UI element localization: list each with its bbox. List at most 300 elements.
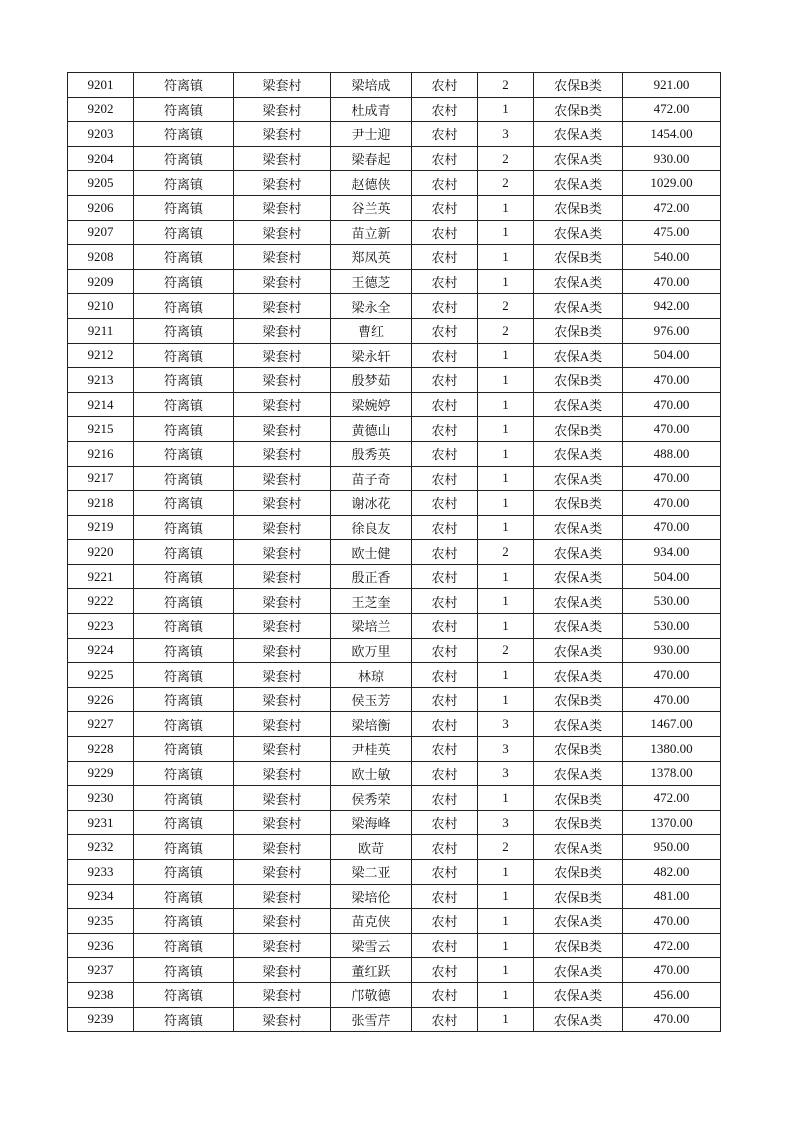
amount-cell: 470.00 [623,368,721,393]
table-row [68,220,721,245]
name-cell: 董红跃 [331,958,412,983]
family-size-cell: 3 [478,810,534,835]
name-cell: 梁永轩 [331,343,412,368]
town-cell: 符离镇 [134,810,234,835]
table-row [68,663,721,688]
town-cell: 符离镇 [134,491,234,516]
row-number-cell: 9214 [68,392,134,417]
row-number-cell: 9210 [68,294,134,319]
household-type-cell: 农村 [412,417,478,442]
town-cell: 符离镇 [134,392,234,417]
name-cell: 尹桂英 [331,737,412,762]
insurance-category-cell: 农保B类 [534,786,623,811]
name-cell: 梁培伦 [331,884,412,909]
amount-cell: 470.00 [623,958,721,983]
row-number-cell: 9230 [68,786,134,811]
town-cell: 符离镇 [134,368,234,393]
name-cell: 梁婉婷 [331,392,412,417]
amount-cell: 1467.00 [623,712,721,737]
village-cell: 梁套村 [234,269,331,294]
table-row [68,540,721,565]
village-cell: 梁套村 [234,687,331,712]
household-type-cell: 农村 [412,761,478,786]
row-number-cell: 9221 [68,564,134,589]
family-size-cell: 1 [478,195,534,220]
amount-cell: 1454.00 [623,122,721,147]
insurance-category-cell: 农保A类 [534,171,623,196]
family-size-cell: 1 [478,909,534,934]
town-cell: 符离镇 [134,343,234,368]
town-cell: 符离镇 [134,171,234,196]
family-size-cell: 2 [478,171,534,196]
town-cell: 符离镇 [134,737,234,762]
table-row [68,564,721,589]
household-type-cell: 农村 [412,318,478,343]
amount-cell: 472.00 [623,786,721,811]
household-type-cell: 农村 [412,515,478,540]
name-cell: 欧士健 [331,540,412,565]
amount-cell: 1378.00 [623,761,721,786]
village-cell: 梁套村 [234,245,331,270]
table-row [68,245,721,270]
household-type-cell: 农村 [412,220,478,245]
household-type-cell: 农村 [412,982,478,1007]
name-cell: 杜成青 [331,97,412,122]
row-number-cell: 9211 [68,318,134,343]
table-row [68,392,721,417]
amount-cell: 950.00 [623,835,721,860]
amount-cell: 1370.00 [623,810,721,835]
amount-cell: 470.00 [623,417,721,442]
household-type-cell: 农村 [412,835,478,860]
village-cell: 梁套村 [234,835,331,860]
village-cell: 梁套村 [234,294,331,319]
household-type-cell: 农村 [412,294,478,319]
name-cell: 欧士敏 [331,761,412,786]
insurance-category-cell: 农保A类 [534,220,623,245]
village-cell: 梁套村 [234,441,331,466]
town-cell: 符离镇 [134,146,234,171]
insurance-category-cell: 农保A类 [534,269,623,294]
amount-cell: 488.00 [623,441,721,466]
town-cell: 符离镇 [134,564,234,589]
village-cell: 梁套村 [234,1007,331,1032]
insurance-category-cell: 农保A类 [534,909,623,934]
town-cell: 符离镇 [134,318,234,343]
household-type-cell: 农村 [412,909,478,934]
insurance-category-cell: 农保B类 [534,97,623,122]
amount-cell: 930.00 [623,146,721,171]
table-row [68,195,721,220]
row-number-cell: 9218 [68,491,134,516]
village-cell: 梁套村 [234,97,331,122]
row-number-cell: 9217 [68,466,134,491]
village-cell: 梁套村 [234,909,331,934]
insurance-category-cell: 农保B类 [534,687,623,712]
family-size-cell: 1 [478,441,534,466]
amount-cell: 1380.00 [623,737,721,762]
town-cell: 符离镇 [134,589,234,614]
amount-cell: 456.00 [623,982,721,1007]
household-type-cell: 农村 [412,958,478,983]
village-cell: 梁套村 [234,368,331,393]
family-size-cell: 1 [478,417,534,442]
town-cell: 符离镇 [134,663,234,688]
family-size-cell: 2 [478,146,534,171]
name-cell: 梁春起 [331,146,412,171]
village-cell: 梁套村 [234,417,331,442]
table-row [68,835,721,860]
amount-cell: 470.00 [623,687,721,712]
insurance-category-cell: 农保B类 [534,884,623,909]
row-number-cell: 9234 [68,884,134,909]
row-number-cell: 9204 [68,146,134,171]
household-type-cell: 农村 [412,540,478,565]
row-number-cell: 9222 [68,589,134,614]
table-row [68,933,721,958]
row-number-cell: 9212 [68,343,134,368]
table-row [68,171,721,196]
table-row [68,491,721,516]
household-type-cell: 农村 [412,810,478,835]
insurance-category-cell: 农保B类 [534,417,623,442]
name-cell: 谢冰花 [331,491,412,516]
village-cell: 梁套村 [234,614,331,639]
amount-cell: 470.00 [623,491,721,516]
household-type-cell: 农村 [412,687,478,712]
village-cell: 梁套村 [234,860,331,885]
table-row [68,982,721,1007]
row-number-cell: 9215 [68,417,134,442]
amount-cell: 530.00 [623,589,721,614]
row-number-cell: 9235 [68,909,134,934]
insurance-category-cell: 农保A类 [534,712,623,737]
household-type-cell: 农村 [412,368,478,393]
village-cell: 梁套村 [234,171,331,196]
insurance-category-cell: 农保A类 [534,466,623,491]
name-cell: 梁二亚 [331,860,412,885]
insurance-category-cell: 农保A类 [534,761,623,786]
amount-cell: 470.00 [623,515,721,540]
household-type-cell: 农村 [412,269,478,294]
amount-cell: 540.00 [623,245,721,270]
table-row [68,712,721,737]
family-size-cell: 1 [478,220,534,245]
household-type-cell: 农村 [412,195,478,220]
family-size-cell: 1 [478,614,534,639]
town-cell: 符离镇 [134,835,234,860]
family-size-cell: 2 [478,638,534,663]
table-row [68,417,721,442]
village-cell: 梁套村 [234,737,331,762]
insurance-category-cell: 农保A类 [534,441,623,466]
family-size-cell: 1 [478,860,534,885]
town-cell: 符离镇 [134,982,234,1007]
amount-cell: 921.00 [623,73,721,98]
amount-cell: 976.00 [623,318,721,343]
village-cell: 梁套村 [234,663,331,688]
town-cell: 符离镇 [134,687,234,712]
family-size-cell: 1 [478,786,534,811]
insurance-category-cell: 农保A类 [534,146,623,171]
name-cell: 苗立新 [331,220,412,245]
table-row [68,614,721,639]
table-row [68,146,721,171]
family-size-cell: 1 [478,97,534,122]
row-number-cell: 9203 [68,122,134,147]
village-cell: 梁套村 [234,958,331,983]
name-cell: 王芝奎 [331,589,412,614]
insurance-category-cell: 农保B类 [534,245,623,270]
town-cell: 符离镇 [134,638,234,663]
household-type-cell: 农村 [412,638,478,663]
town-cell: 符离镇 [134,712,234,737]
village-cell: 梁套村 [234,491,331,516]
household-type-cell: 农村 [412,466,478,491]
amount-cell: 481.00 [623,884,721,909]
amount-cell: 470.00 [623,392,721,417]
family-size-cell: 1 [478,564,534,589]
table-row [68,589,721,614]
insurance-category-cell: 农保B类 [534,737,623,762]
amount-cell: 942.00 [623,294,721,319]
household-type-cell: 农村 [412,884,478,909]
village-cell: 梁套村 [234,392,331,417]
row-number-cell: 9209 [68,269,134,294]
family-size-cell: 1 [478,245,534,270]
village-cell: 梁套村 [234,515,331,540]
household-type-cell: 农村 [412,73,478,98]
name-cell: 梁培成 [331,73,412,98]
family-size-cell: 1 [478,466,534,491]
insurance-category-cell: 农保A类 [534,540,623,565]
row-number-cell: 9224 [68,638,134,663]
name-cell: 梁永全 [331,294,412,319]
village-cell: 梁套村 [234,466,331,491]
row-number-cell: 9236 [68,933,134,958]
family-size-cell: 1 [478,269,534,294]
village-cell: 梁套村 [234,884,331,909]
household-type-cell: 农村 [412,564,478,589]
name-cell: 梁培兰 [331,614,412,639]
name-cell: 梁培衡 [331,712,412,737]
table-row [68,761,721,786]
name-cell: 张雪芹 [331,1007,412,1032]
town-cell: 符离镇 [134,933,234,958]
household-type-cell: 农村 [412,171,478,196]
village-cell: 梁套村 [234,982,331,1007]
amount-cell: 930.00 [623,638,721,663]
name-cell: 赵德侠 [331,171,412,196]
amount-cell: 472.00 [623,195,721,220]
household-type-cell: 农村 [412,392,478,417]
name-cell: 徐良友 [331,515,412,540]
table-row [68,860,721,885]
insurance-category-cell: 农保B类 [534,73,623,98]
name-cell: 尹士迎 [331,122,412,147]
row-number-cell: 9226 [68,687,134,712]
name-cell: 邝敬德 [331,982,412,1007]
town-cell: 符离镇 [134,441,234,466]
household-type-cell: 农村 [412,146,478,171]
table-row [68,909,721,934]
amount-cell: 470.00 [623,663,721,688]
amount-cell: 472.00 [623,933,721,958]
town-cell: 符离镇 [134,269,234,294]
family-size-cell: 2 [478,294,534,319]
name-cell: 欧苛 [331,835,412,860]
household-type-cell: 农村 [412,712,478,737]
name-cell: 侯秀荣 [331,786,412,811]
table-row [68,1007,721,1032]
household-type-cell: 农村 [412,786,478,811]
row-number-cell: 9223 [68,614,134,639]
name-cell: 谷兰英 [331,195,412,220]
row-number-cell: 9229 [68,761,134,786]
name-cell: 殷梦茹 [331,368,412,393]
amount-cell: 504.00 [623,564,721,589]
insurance-category-cell: 农保A类 [534,835,623,860]
row-number-cell: 9239 [68,1007,134,1032]
name-cell: 苗克侠 [331,909,412,934]
insurance-category-cell: 农保B类 [534,318,623,343]
town-cell: 符离镇 [134,909,234,934]
amount-cell: 470.00 [623,909,721,934]
table-row [68,97,721,122]
village-cell: 梁套村 [234,933,331,958]
amount-cell: 482.00 [623,860,721,885]
row-number-cell: 9205 [68,171,134,196]
family-size-cell: 1 [478,884,534,909]
name-cell: 苗子奇 [331,466,412,491]
row-number-cell: 9233 [68,860,134,885]
family-size-cell: 1 [478,589,534,614]
row-number-cell: 9201 [68,73,134,98]
town-cell: 符离镇 [134,73,234,98]
village-cell: 梁套村 [234,786,331,811]
insurance-category-cell: 农保A类 [534,982,623,1007]
village-cell: 梁套村 [234,146,331,171]
name-cell: 王德芝 [331,269,412,294]
insurance-category-cell: 农保A类 [534,1007,623,1032]
household-type-cell: 农村 [412,614,478,639]
insurance-category-cell: 农保A类 [534,958,623,983]
row-number-cell: 9220 [68,540,134,565]
family-size-cell: 3 [478,712,534,737]
name-cell: 侯玉芳 [331,687,412,712]
village-cell: 梁套村 [234,220,331,245]
amount-cell: 470.00 [623,269,721,294]
family-size-cell: 2 [478,835,534,860]
benefit-roster-table [67,72,721,1032]
village-cell: 梁套村 [234,589,331,614]
table-row [68,638,721,663]
household-type-cell: 农村 [412,737,478,762]
town-cell: 符离镇 [134,97,234,122]
family-size-cell: 3 [478,122,534,147]
village-cell: 梁套村 [234,810,331,835]
town-cell: 符离镇 [134,884,234,909]
village-cell: 梁套村 [234,761,331,786]
household-type-cell: 农村 [412,860,478,885]
family-size-cell: 2 [478,318,534,343]
table-row [68,441,721,466]
table-row [68,737,721,762]
town-cell: 符离镇 [134,195,234,220]
row-number-cell: 9225 [68,663,134,688]
insurance-category-cell: 农保B类 [534,860,623,885]
table-row [68,343,721,368]
village-cell: 梁套村 [234,195,331,220]
village-cell: 梁套村 [234,638,331,663]
household-type-cell: 农村 [412,1007,478,1032]
town-cell: 符离镇 [134,614,234,639]
name-cell: 黄德山 [331,417,412,442]
row-number-cell: 9206 [68,195,134,220]
insurance-category-cell: 农保A类 [534,589,623,614]
table-row [68,884,721,909]
town-cell: 符离镇 [134,540,234,565]
family-size-cell: 1 [478,515,534,540]
table-row [68,122,721,147]
town-cell: 符离镇 [134,1007,234,1032]
household-type-cell: 农村 [412,589,478,614]
amount-cell: 1029.00 [623,171,721,196]
insurance-category-cell: 农保B类 [534,195,623,220]
family-size-cell: 2 [478,73,534,98]
table-row [68,958,721,983]
name-cell: 殷正香 [331,564,412,589]
row-number-cell: 9232 [68,835,134,860]
table-body [68,73,721,1032]
family-size-cell: 3 [478,737,534,762]
insurance-category-cell: 农保B类 [534,491,623,516]
family-size-cell: 1 [478,1007,534,1032]
household-type-cell: 农村 [412,97,478,122]
town-cell: 符离镇 [134,122,234,147]
table-row [68,515,721,540]
amount-cell: 475.00 [623,220,721,245]
insurance-category-cell: 农保A类 [534,663,623,688]
row-number-cell: 9207 [68,220,134,245]
village-cell: 梁套村 [234,712,331,737]
table-row [68,73,721,98]
family-size-cell: 1 [478,687,534,712]
insurance-category-cell: 农保A类 [534,392,623,417]
table-row [68,466,721,491]
row-number-cell: 9216 [68,441,134,466]
family-size-cell: 2 [478,540,534,565]
row-number-cell: 9238 [68,982,134,1007]
row-number-cell: 9227 [68,712,134,737]
town-cell: 符离镇 [134,761,234,786]
name-cell: 郑凤英 [331,245,412,270]
amount-cell: 530.00 [623,614,721,639]
household-type-cell: 农村 [412,245,478,270]
amount-cell: 472.00 [623,97,721,122]
family-size-cell: 1 [478,491,534,516]
village-cell: 梁套村 [234,122,331,147]
row-number-cell: 9219 [68,515,134,540]
household-type-cell: 农村 [412,933,478,958]
village-cell: 梁套村 [234,73,331,98]
town-cell: 符离镇 [134,466,234,491]
name-cell: 殷秀英 [331,441,412,466]
row-number-cell: 9237 [68,958,134,983]
insurance-category-cell: 农保A类 [534,294,623,319]
table-row [68,294,721,319]
insurance-category-cell: 农保B类 [534,933,623,958]
